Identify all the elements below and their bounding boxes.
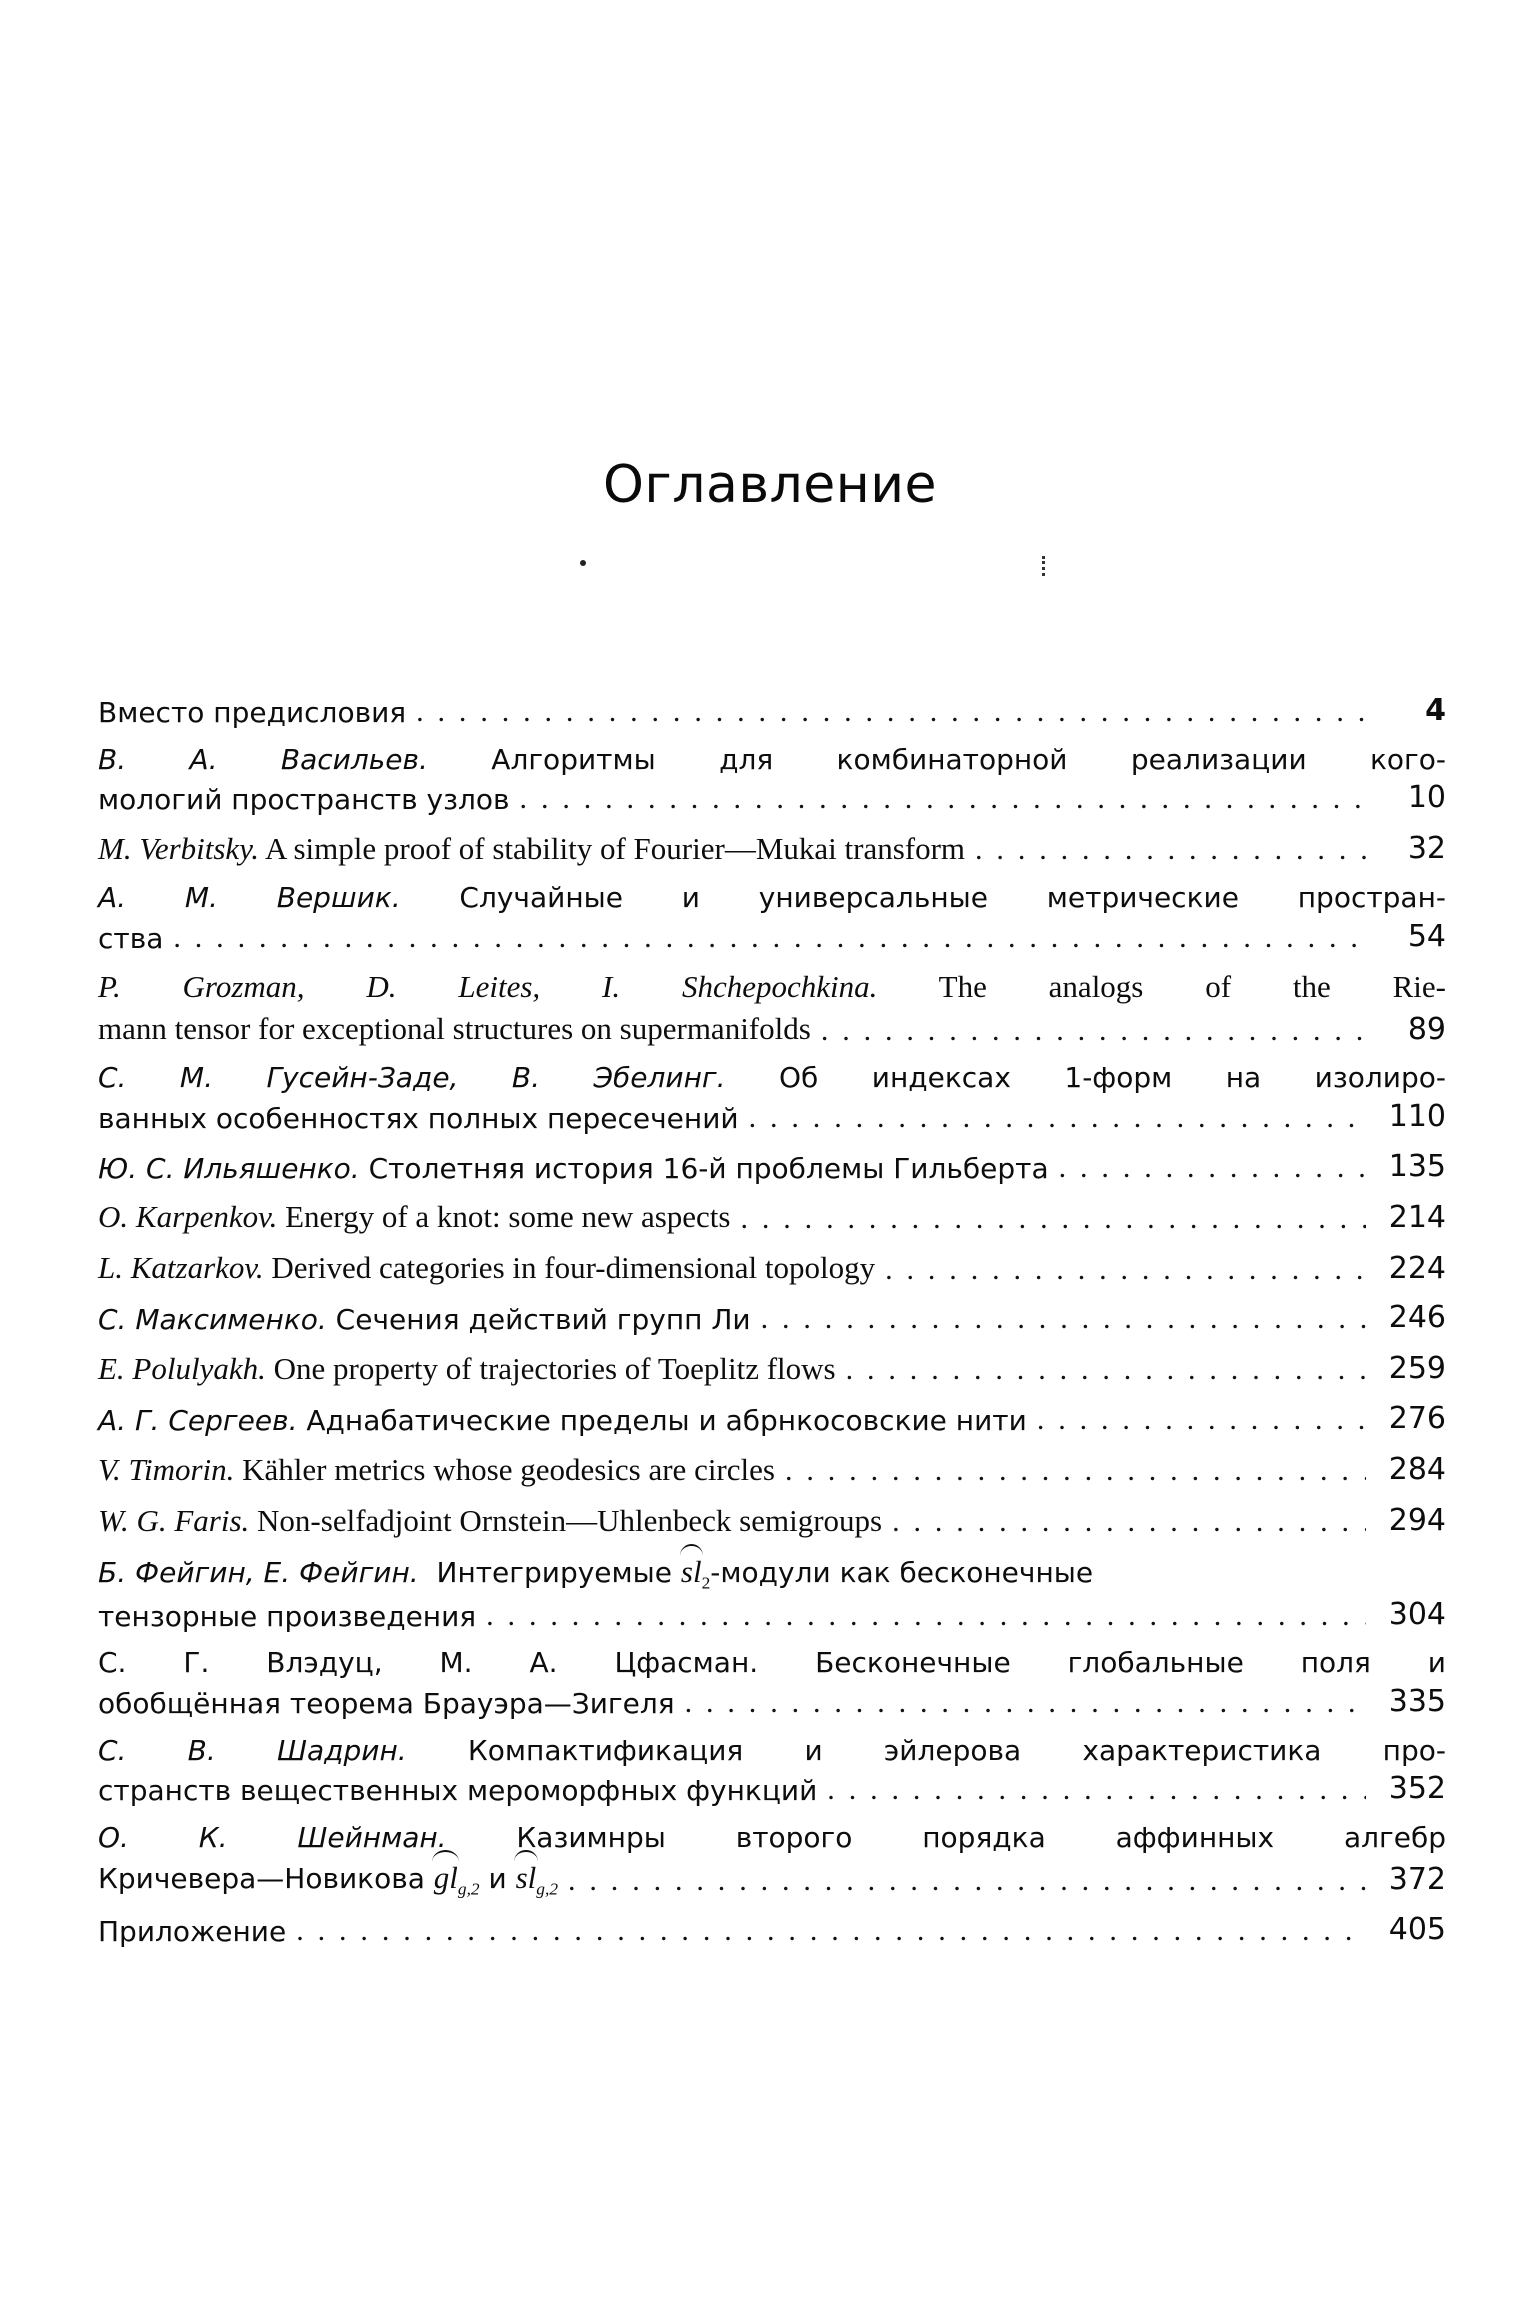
toc-entry-title-text: Алгоритмы для комбинаторной реализации кого-	[427, 742, 1447, 776]
toc-entry-title	[98, 1246, 875, 1290]
dot-leader	[486, 1606, 1366, 1637]
toc-entry-line	[98, 965, 1446, 1009]
toc-entry-title	[98, 1195, 730, 1239]
gl-subscript: g,2	[457, 1879, 480, 1899]
dot-leader	[761, 1309, 1366, 1340]
toc-page-number: 4	[1425, 693, 1446, 728]
toc-page-number: 284	[1388, 1451, 1446, 1487]
toc-entry[interactable]	[98, 1058, 1446, 1138]
toc-entry-title-text: Столетняя история 16-й проблемы Гильберта	[359, 1151, 1049, 1185]
toc-entry-line: мологий пространств узлов	[98, 783, 510, 817]
toc-entry-line: ванных особенностях полных пересечений	[98, 1101, 739, 1135]
toc-entry[interactable]	[98, 740, 1446, 820]
toc-entry-title-part: Интегрируемые	[427, 1555, 681, 1589]
toc-entry-title: Приложение	[98, 1914, 287, 1948]
toc-entry-author: С. М. Гусейн-Заде, В. Эбелинг.	[98, 1061, 726, 1095]
toc-page-number: 110	[1388, 1099, 1446, 1135]
toc-page-number: 32	[1407, 831, 1446, 867]
toc-entry-author: Ю. С. Ильяшенко.	[98, 1151, 360, 1185]
toc-entry[interactable]	[98, 1246, 1446, 1290]
toc-entry[interactable]	[98, 965, 1446, 1051]
toc-entry-line: странств вещественных мероморфных функций	[98, 1774, 818, 1808]
toc-entry-title	[98, 1401, 1027, 1441]
toc-entry-title-part2: -модули как бесконечные	[710, 1555, 1094, 1589]
sl-hat-symbol: sl	[681, 1550, 702, 1594]
dot-leader	[821, 1021, 1366, 1052]
toc-page-number: 294	[1388, 1502, 1446, 1538]
toc-entry-title	[98, 1300, 751, 1340]
toc-entry-line: тензорные произведения	[98, 1599, 477, 1633]
toc-entry-line: С. Г. Влэдуц, М. А. Цфасман. Бесконечные глобальные поля и	[98, 1646, 1446, 1680]
toc-entry-author: А. Г. Сергеев.	[98, 1403, 298, 1437]
toc-entry-author: V. Timorin.	[98, 1451, 235, 1487]
toc-entry-title-text: A simple proof of stability of Fourier—Mukai transform	[259, 830, 966, 866]
toc-entry-author: Б. Фейгин, Е. Фейгин.	[98, 1555, 419, 1589]
toc-page-number: 405	[1388, 1912, 1446, 1948]
dot-leader	[846, 1360, 1366, 1391]
toc-entry[interactable]	[98, 1146, 1446, 1189]
toc-page-number: 214	[1388, 1199, 1446, 1235]
dot-leader	[1059, 1158, 1366, 1189]
toc-entry-title	[98, 827, 965, 871]
dot-leader	[827, 1781, 1366, 1812]
dot-leader	[568, 1872, 1366, 1903]
toc-entry[interactable]	[98, 827, 1446, 871]
dot-leader	[173, 928, 1366, 959]
dot-leader	[685, 1693, 1366, 1724]
toc-entry-title-text: The analogs of the Rie-	[877, 969, 1446, 1005]
toc-entry-title-text: Об индексах 1-форм на изолиро-	[725, 1061, 1446, 1095]
toc-page-number: 54	[1407, 918, 1446, 954]
toc-entry-title-text: Energy of a knot: some new aspects	[277, 1199, 731, 1235]
toc-page-number: 224	[1388, 1250, 1446, 1286]
toc-entry-author: L. Katzarkov.	[98, 1250, 264, 1286]
sl-hat-symbol-2: sl	[516, 1856, 537, 1900]
dot-leader	[785, 1461, 1366, 1492]
table-of-contents	[98, 690, 1446, 1959]
sl-subscript: 2	[701, 1573, 711, 1593]
toc-entry[interactable]	[98, 1195, 1446, 1239]
toc-entry-line	[98, 1550, 1446, 1596]
toc-page-number: 304	[1388, 1596, 1446, 1632]
dot-leader	[975, 840, 1366, 871]
toc-entry-title-text: Kähler metrics whose geodesics are circles	[234, 1451, 775, 1487]
toc-entry-line	[98, 1058, 1446, 1098]
toc-entry-title	[98, 1499, 882, 1543]
page-title: Оглавление	[602, 455, 937, 515]
toc-entry[interactable]	[98, 690, 1446, 733]
toc-entry-line	[98, 878, 1446, 918]
toc-entry-title	[98, 1448, 775, 1492]
dot-leader	[296, 1921, 1366, 1952]
toc-entry-line	[98, 1818, 1446, 1858]
toc-page-number: 372	[1388, 1862, 1446, 1898]
toc-entry-author: В. А. Васильев.	[98, 742, 428, 776]
toc-entry-title-text: Случайные и универсальные метрические простран-	[400, 880, 1446, 914]
toc-entry-title-text: Казимнры второго порядка аффинных алгебр	[446, 1821, 1446, 1855]
toc-entry-title-text: Derived categories in four-dimensional topology	[263, 1250, 876, 1286]
ink-speck-left	[580, 560, 586, 566]
toc-entry-title-text: Non-selfadjoint Ornstein—Uhlenbeck semigroups	[249, 1502, 883, 1538]
toc-entry[interactable]	[98, 1499, 1446, 1543]
toc-page-number: 89	[1407, 1011, 1446, 1047]
toc-entry-title-text: Сечения действий групп Ли	[326, 1303, 751, 1337]
gl-hat-symbol: gl	[434, 1856, 458, 1900]
toc-entry-line: обобщённая теорема Брауэра—Зигеля	[98, 1686, 675, 1720]
toc-entry[interactable]	[98, 878, 1446, 958]
toc-entry[interactable]	[98, 1550, 1446, 1637]
toc-entry-title-text: One property of trajectories of Toeplitz flows	[265, 1350, 836, 1386]
toc-entry-author: С. Максименко.	[98, 1303, 327, 1337]
toc-entry-author: О. К. Шейнман.	[98, 1821, 447, 1855]
toc-entry-line: ства	[98, 921, 164, 955]
toc-entry[interactable]	[98, 1448, 1446, 1492]
ink-speck-right	[1042, 556, 1049, 576]
toc-page-number: 259	[1388, 1351, 1446, 1387]
toc-entry-title-text: Компактификация и эйлерова характеристика про-	[406, 1733, 1446, 1767]
toc-entry-line: mann tensor for exceptional structures on supermanifolds	[98, 1011, 811, 1047]
toc-entry-author: E. Polulyakh.	[98, 1350, 266, 1386]
toc-entry-line: Кричевера—Новикова $gl_{g,2}$ и $sl_{g,2}$	[98, 1856, 558, 1902]
dot-leader	[749, 1108, 1366, 1139]
toc-entry-line	[98, 1731, 1446, 1771]
toc-entry[interactable]	[98, 1398, 1446, 1441]
toc-entry-author: O. Karpenkov.	[98, 1199, 278, 1235]
dot-leader	[520, 789, 1366, 820]
toc-entry[interactable]	[98, 1297, 1446, 1340]
toc-page-number: 246	[1388, 1300, 1446, 1336]
toc-entry-author: P. Grozman, D. Leites, I. Shchepochkina.	[98, 969, 878, 1005]
toc-entry-author: А. М. Вершик.	[98, 880, 401, 914]
toc-page-number: 352	[1388, 1771, 1446, 1807]
toc-page-number: 276	[1388, 1400, 1446, 1436]
toc-entry[interactable]	[98, 1818, 1446, 1902]
dot-leader	[892, 1512, 1366, 1543]
toc-entry[interactable]	[98, 1347, 1446, 1391]
sl-subscript-2: g,2	[536, 1879, 558, 1899]
dot-leader	[1037, 1410, 1366, 1441]
dot-leader	[885, 1260, 1366, 1291]
toc-entry-author: M. Verbitsky.	[98, 830, 259, 866]
toc-entry-title: Вместо предисловия	[98, 695, 407, 729]
toc-entry[interactable]	[98, 1731, 1446, 1811]
toc-page-number: 10	[1407, 780, 1446, 816]
toc-entry-title	[98, 1347, 836, 1391]
toc-page-number: 135	[1388, 1148, 1446, 1184]
dot-leader	[740, 1209, 1366, 1240]
toc-entry-line	[98, 740, 1446, 780]
toc-page-number: 335	[1388, 1684, 1446, 1720]
toc-entry-title	[98, 1149, 1049, 1189]
toc-entry-author: W. G. Faris.	[98, 1502, 250, 1538]
dot-leader	[416, 702, 1366, 733]
toc-entry[interactable]	[98, 1909, 1446, 1952]
toc-entry-title-text: Аднабатические пределы и абрнкосовские нити	[297, 1403, 1027, 1437]
toc-entry[interactable]	[98, 1643, 1446, 1723]
toc-entry-author: С. В. Шадрин.	[98, 1733, 407, 1767]
